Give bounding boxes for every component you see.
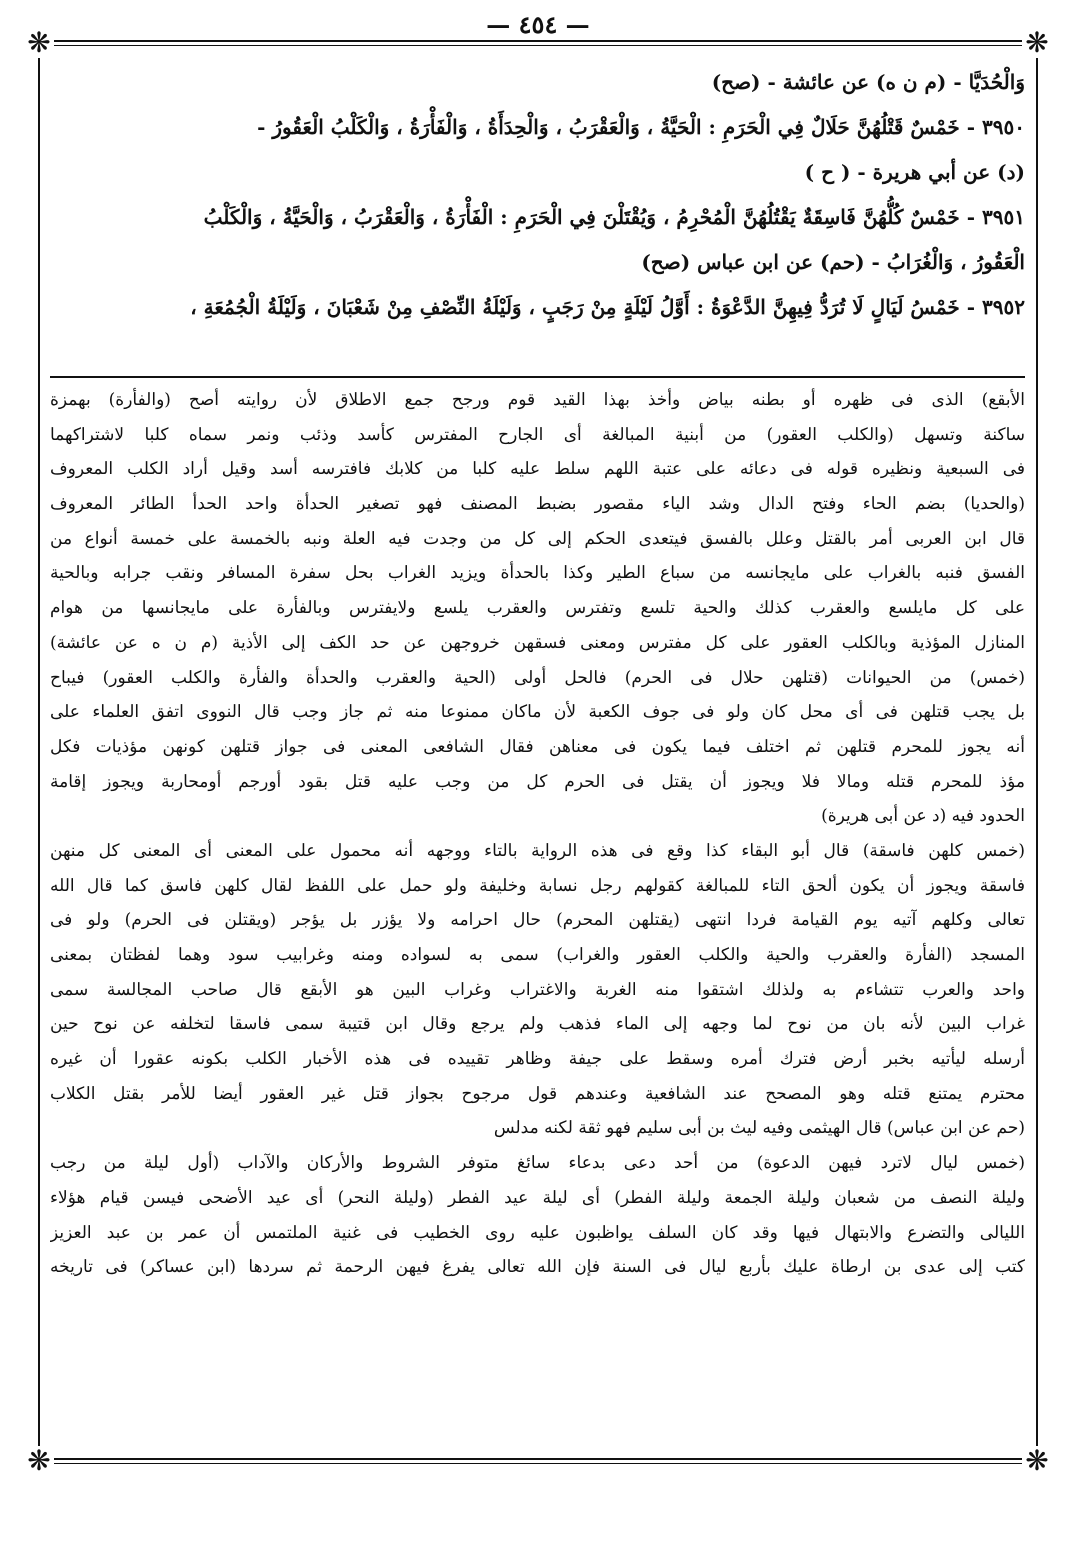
hadith-line: الْعَقُورُ ، وَالْغُرَابُ - (حم) عن ابن عباس (صح) xyxy=(641,250,1025,274)
commentary-line: (والحديا) بضم الحاء وفتح الدال وشد الياء مقصور بضبط المصنف فهو تصغير الحدأة واحد الحدأ الطائر المعروف xyxy=(50,494,1025,515)
commentary-line: الأبقع) الذى فى ظهره أو بطنه بياض وأخذ بهذا القيد قوم ورجح جمع الاطلاق لأن روايته أصح (والفأرة) بهمزة xyxy=(50,390,1025,410)
frame-right-border xyxy=(1036,40,1038,1460)
commentary-line: محترم يمتنع قتله وهو المصحح عند الشافعية وعندهم قول مرجوح بجواز قتل غير العقور أيضا للأمر بقتل الكلاب xyxy=(50,1083,1025,1104)
commentary-line: أنه يجوز للمحرم قتلهن ثم اختلف فيما يكون فى معناهن فقال الشافعى المعنى فى جواز قتلهن كونهن مؤذيات فكل xyxy=(50,736,1025,757)
commentary-line: المسجد (الفأرة والعقرب والحية والكلب العقور والغراب) سمى به لسواده ومنه وغرابيب سود وهما لفظتان بمعنى xyxy=(50,945,1025,965)
section-divider xyxy=(50,376,1025,378)
commentary-line: قال ابن العربى أمر بالقتل وعلل بالفسق فيتعدى الحكم إلى كل من وجدت فيه العلة ونبه بالخمسة على خمسة أنواع من xyxy=(50,528,1025,549)
commentary-line: أرسله ليأتيه بخبر أرض فترك أمره وسقط على جيفة وظاهر تقييده فى هذه الأخبار الكلب بكونه عقورا أن غيره xyxy=(50,1049,1025,1070)
hadith-line: وَالْحُدَيَّا - (م ن ه) عن عائشة - (صح) xyxy=(711,70,1025,94)
frame-bottom-border xyxy=(38,1458,1038,1460)
commentary-line: فاسقة ويجوز أن يكون ألحق التاء للمبالغة كقولهم رجل نسابة وخليفة ولو حمل على اللفظ لقال كلهن فاسق كما قال الله xyxy=(50,875,1025,896)
corner-ornament-icon: ❋ xyxy=(24,28,54,58)
commentary-line: المنازل المؤذية وبالكلب العقور على كل مفترس ومعنى فسقهن خروجهن عن حد الكف إلى الأذية (م ن ه عن عائشة) xyxy=(50,632,1025,653)
commentary-line: (خمس ليال لاترد فيهن الدعوة) من أحد دعى بدعاء سائغ متوفر الشروط والأركان والآداب (أول ليلة من رجب xyxy=(50,1153,1025,1174)
commentary-line: كتب إلى عدى بن ارطاة عليك بأربع ليال فى السنة فإن الله تعالى يفرغ فيهن الرحمة ثم سردها (ابن عساكر) فى تاريخه xyxy=(50,1257,1025,1278)
hadith-line: ٣٩٥٢ - خَمْسُ لَيَالٍ لَا تُرَدُّ فِيهِنَّ الدَّعْوَةُ : أَوَّلُ لَيْلَةٍ مِنْ رَجَبٍ ، وَلَيْلَةُ النِّصْفِ مِنْ شَعْبَانَ ، وَلَيْلَةُ الْجُمُعَةِ ، xyxy=(190,295,1025,319)
commentary-text xyxy=(50,383,1025,1285)
corner-ornament-icon: ❋ xyxy=(1022,28,1052,58)
commentary-line: وليلة النصف من شعبان وليلة الجمعة وليلة الفطر) أى ليلة عيد الفطر (وليلة النحر) أى عيد الأضحى فيسن قيام هؤلاء xyxy=(50,1187,1025,1208)
commentary-line: (خمس كلهن فاسقة) قال أبو البقاء كذا وقع فى هذه الرواية بالتاء ووجهه أنه محمول على المعنى أى المعنى كل منهن xyxy=(50,840,1025,861)
commentary-line: فى السبعية ونظيره قوله فى دعائه على عتبة اللهم سلط عليه كلبا من كلابك فافترسه أسد وقيل أراد الكلب المعروف xyxy=(50,459,1025,480)
commentary-line: (حم عن ابن عباس) قال الهيثمى وفيه ليث بن أبى سليم فهو ثقة لكنه مدلس xyxy=(493,1118,1025,1139)
commentary-line: (خمس) من الحيوانات (قتلهن حلال فى الحرم) فالحل أولى (الحية والعقرب والحدأة والفأرة والكلب العقور) فيباح xyxy=(50,667,1025,688)
commentary-line: الفسق فنبه بالغراب على مايجانسه من سباع الطير وكذا بالحدأة ويزيد الغراب بحل سفرة المسافر ونقب جرابه وبالحية xyxy=(50,563,1025,584)
commentary-line: بل يجب قتلهن فى أى محل كان ولو فى جوف الكعبة لأن ماكان ممنوعا منه ثم جاز وجب قال النووى اتفق العلماء على xyxy=(50,702,1025,723)
corner-ornament-icon: ❋ xyxy=(24,1446,54,1476)
commentary-line: الحدود فيه (د عن أبى هريرة) xyxy=(821,806,1025,827)
hadith-text xyxy=(50,60,1025,330)
commentary-line: ساكنة وتسهل (والكلب العقور) من أبنية المبالغة أى الجارح المفترس كأسد وذئب ونمر سماه كلبا لاشتراكهما xyxy=(50,424,1025,445)
commentary-line: الليالى والتضرع والابتهال فيها وقد كان السلف يواظبون عليه روى الخطيب فى غنية الملتمس أن عمر بن عبد العزيز xyxy=(50,1222,1025,1243)
commentary-line: مؤذ للمحرم قتله ومالا فلا ويجوز أن يقتل فى الحرم كل من وجب عليه قتل بقود أورجم أومحاربة ويجوز إقامة xyxy=(50,771,1025,792)
hadith-line: ٣٩٥٠ - خَمْسٌ قَتْلُهُنَّ حَلَالٌ فِي الْحَرَمِ : الْحَيَّةُ ، وَالْعَقْرَبُ ، وَالْحِدَأَةُ ، وَالْفَأْرَةُ ، وَالْكَلْبُ الْعَقُورُ - xyxy=(257,115,1025,139)
page-number: — ٤٥٤ — xyxy=(486,10,590,39)
hadith-line: (د) عن أبي هريرة - ( ح ) xyxy=(804,160,1025,184)
commentary-line: واحد والعرب تتشاءم به ولذلك اشتقوا منه الغربة والاغتراب وغراب البين هو الأبقع قال صاحب المجالسة سمى xyxy=(50,979,1025,1000)
hadith-line: ٣٩٥١ - خَمْسٌ كُلُّهُنَّ فَاسِقَةٌ يَقْتُلُهُنَّ الْمُحْرِمُ ، وَيُقْتَلْنَ فِي الْحَرَمِ : الْفَأْرَةُ ، وَالْعَقْرَبُ ، وَالْحَيَّةُ ، وَالْكَلْبُ xyxy=(203,205,1025,229)
commentary-line: تعالى وكلهم آتيه يوم القيامة فردا انتهى (يقتلهن المحرم) حال احرامه ولا يؤزر بل يؤجر (ويقتلن فى الحرم) ولو فى xyxy=(50,910,1025,931)
commentary-line: غراب البين لأنه بان من نوح لما وجهه إلى الماء فذهب ولم يرجع وقال ابن قتيبة سمى فاسقا لتخلفه عن نوح حين xyxy=(50,1014,1025,1035)
frame-left-border xyxy=(38,40,40,1460)
commentary-line: على كل مايلسع والعقرب كذلك والحية تلسع وتفترس والعقرب يلسع ولايفترس وبالفأرة على مايجانسها من هوام xyxy=(50,598,1025,619)
frame-top-border xyxy=(38,40,1038,42)
corner-ornament-icon: ❋ xyxy=(1022,1446,1052,1476)
